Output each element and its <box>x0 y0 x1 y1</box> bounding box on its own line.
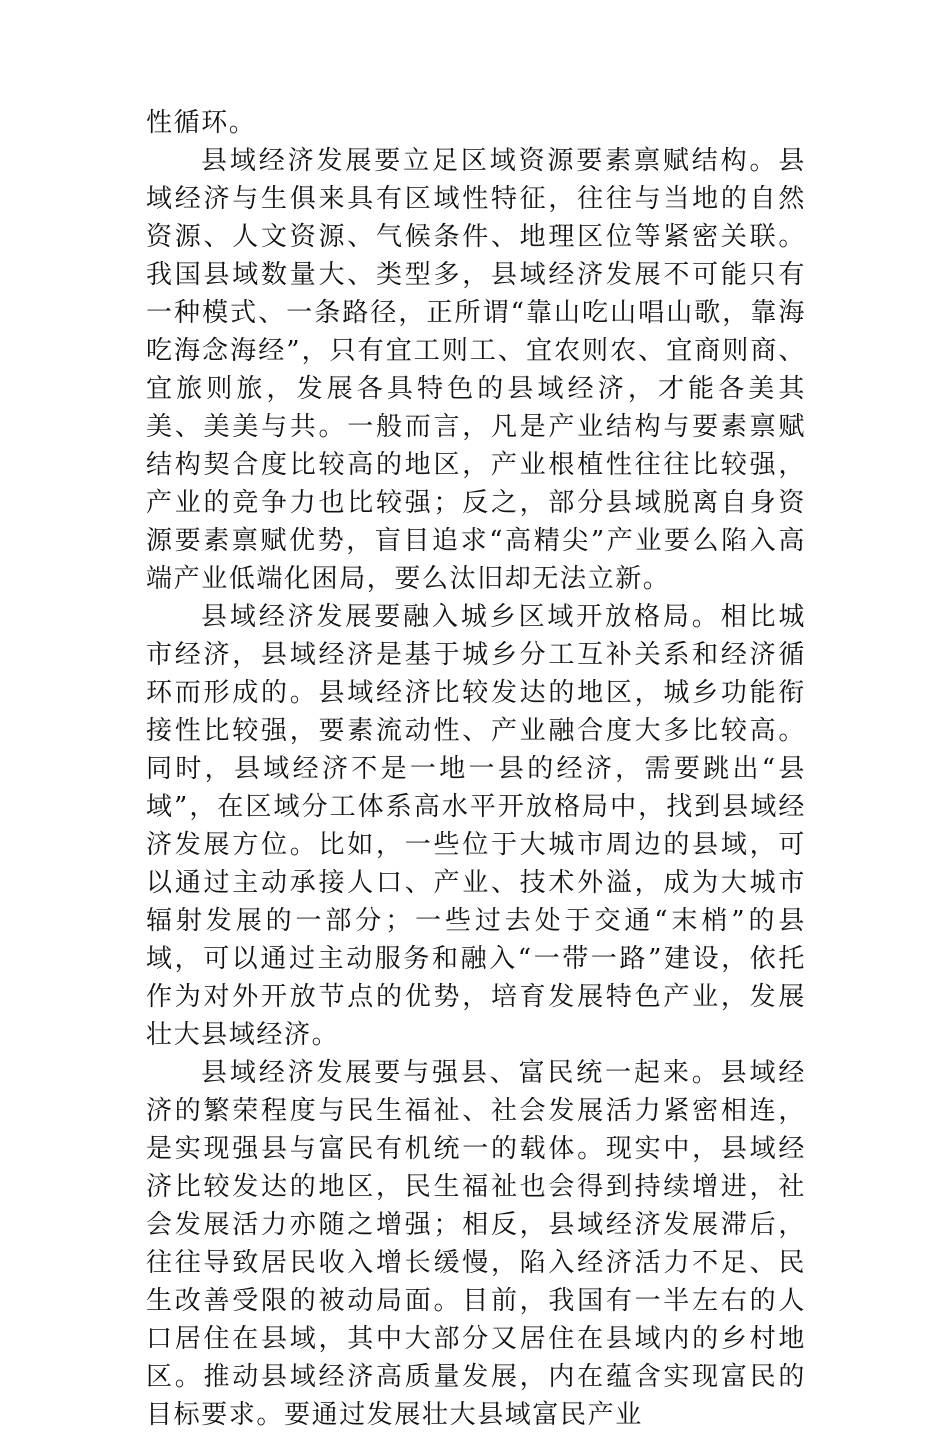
paragraph-strong-county-rich-people: 县域经济发展要与强县、富民统一起来。县域经济的繁荣程度与民生福祉、社会发展活力紧密相连，是实现强县与富民有机统一的载体。现实中，县域经济比较发达的地区，民生福祉也会得到持续增进，社会发展活力亦随之增强；相反，县域经济发展滞后，往往导致居民收入增长缓慢，陷入经济活力不足、民生改善受限的被动局面。目前，我国有一半左右的人口居住在县域，其中大部分又居住在县域内的乡村地区。推动县域经济高质量发展，内在蕴含实现富民的目标要求。要通过发展壮大县域富民产业 <box>146 1058 806 1430</box>
paragraph-continuation: 性循环。 <box>146 108 257 138</box>
document-body <box>146 104 806 1434</box>
paragraph-resource-endowment: 县域经济发展要立足区域资源要素禀赋结构。县域经济与生俱来具有区域性特征，往往与当地的自然资源、人文资源、气候条件、地理区位等紧密关联。我国县域数量大、类型多，县域经济发展不可能只有一种模式、一条路径，正所谓“靠山吃山唱山歌，靠海吃海念海经”，只有宜工则工、宜农则农、宜商则商、宜旅则旅，发展各具特色的县域经济，才能各美其美、美美与共。一般而言，凡是产业结构与要素禀赋结构契合度比较高的地区，产业根植性往往比较强，产业的竞争力也比较强；反之，部分县域脱离自身资源要素禀赋优势，盲目追求“高精尖”产业要么陷入高端产业低端化困局，要么汰旧却无法立新。 <box>146 146 806 594</box>
paragraph-urban-rural-opening: 县域经济发展要融入城乡区域开放格局。相比城市经济，县域经济是基于城乡分工互补关系和经济循环而形成的。县域经济比较发达的地区，城乡功能衔接性比较强，要素流动性、产业融合度大多比较高。同时，县域经济不是一地一县的经济，需要跳出“县域”，在区域分工体系高水平开放格局中，找到县域经济发展方位。比如，一些位于大城市周边的县域，可以通过主动承接人口、产业、技术外溢，成为大城市辐射发展的一部分；一些过去处于交通“末梢”的县域，可以通过主动服务和融入“一带一路”建设，依托作为对外开放节点的优势，培育发展特色产业，发展壮大县域经济。 <box>146 602 806 1050</box>
